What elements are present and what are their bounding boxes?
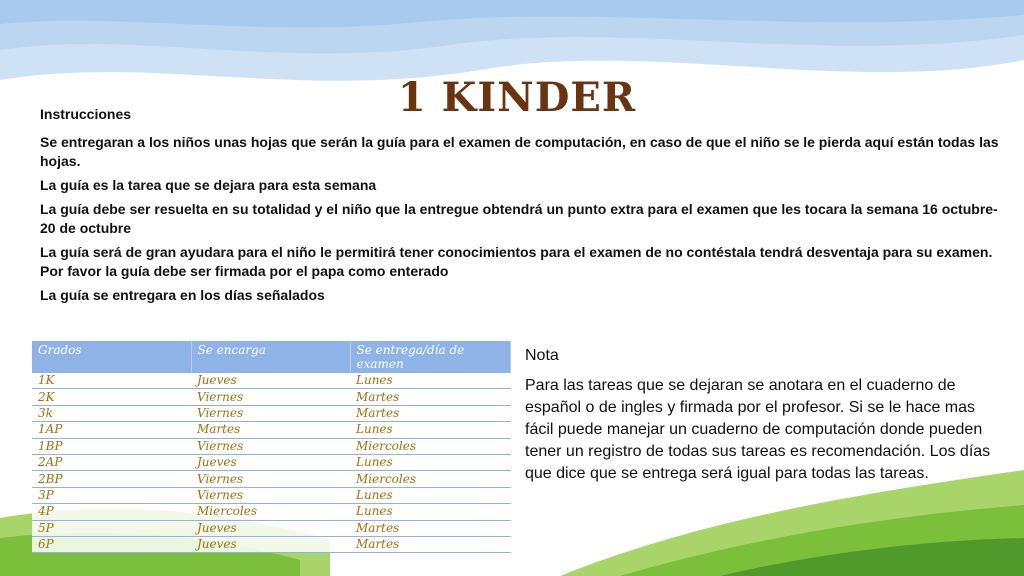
assign-day-cell: Jueves <box>191 454 350 470</box>
grade-cell: 4P <box>32 504 191 520</box>
assign-day-cell: Miercoles <box>191 504 350 520</box>
assign-day-cell: Viernes <box>191 487 350 503</box>
due-day-cell: Martes <box>350 389 511 405</box>
instruction-paragraph: Se entregaran a los niños unas hojas que serán la guía para el examen de computación, en caso de que el niño se le pierda aquí están todas las hojas. <box>40 134 999 169</box>
grade-cell: 2BP <box>32 471 191 487</box>
table-row <box>32 504 511 520</box>
note-block <box>525 345 1005 485</box>
table-row <box>32 520 511 536</box>
instructions-block <box>40 105 1000 310</box>
grade-cell: 1K <box>32 373 191 389</box>
note-title: Nota <box>525 347 559 364</box>
assign-day-cell: Viernes <box>191 389 350 405</box>
column-header-se-entrega: Se entrega/día de examen <box>350 341 511 373</box>
note-body: Para las tareas que se dejaran se anotara en el cuaderno de español o de ingles y firmada por el profesor. Si se le hace mas fácil puede manejar un cuaderno de computación donde pueden tener un registro de todas sus tareas es recomendación. Los días que dice que se entrega será igual para todas las tareas. <box>525 377 991 482</box>
due-day-cell: Lunes <box>350 454 511 470</box>
due-day-cell: Lunes <box>350 487 511 503</box>
assign-day-cell: Viernes <box>191 405 350 421</box>
schedule-table <box>32 341 511 553</box>
assign-day-cell: Jueves <box>191 520 350 536</box>
table-row <box>32 487 511 503</box>
table-row <box>32 438 511 454</box>
table-row <box>32 471 511 487</box>
table-row <box>32 422 511 438</box>
due-day-cell: Martes <box>350 405 511 421</box>
column-header-grados: Grados <box>32 341 191 373</box>
grade-cell: 2AP <box>32 454 191 470</box>
grade-cell: 1AP <box>32 422 191 438</box>
due-day-cell: Miercoles <box>350 471 511 487</box>
column-header-se-encarga: Se encarga <box>191 341 350 373</box>
due-day-cell: Miercoles <box>350 438 511 454</box>
due-day-cell: Lunes <box>350 373 511 389</box>
due-day-cell: Lunes <box>350 504 511 520</box>
grade-cell: 6P <box>32 536 191 552</box>
slide-title: 1 KINDER <box>397 74 637 121</box>
table-header-row <box>32 341 511 373</box>
table-row <box>32 536 511 552</box>
assign-day-cell: Viernes <box>191 471 350 487</box>
table-row <box>32 405 511 421</box>
grade-cell: 3P <box>32 487 191 503</box>
instruction-paragraph: La guía es la tarea que se dejara para esta semana <box>40 177 377 193</box>
due-day-cell: Martes <box>350 520 511 536</box>
table-row <box>32 454 511 470</box>
instruction-paragraph: La guía se entregara en los días señalados <box>40 287 325 303</box>
table-row <box>32 389 511 405</box>
assign-day-cell: Jueves <box>191 373 350 389</box>
due-day-cell: Lunes <box>350 422 511 438</box>
instruction-paragraph: La guía será de gran ayudara para el niño le permitirá tener conocimientos para el examen de no contéstala tendrá desventaja para su examen. Por favor la guía debe ser firmada por el papa como enterado <box>40 244 993 279</box>
instructions-heading: Instrucciones <box>40 106 132 122</box>
assign-day-cell: Jueves <box>191 536 350 552</box>
grade-cell: 3k <box>32 405 191 421</box>
grade-cell: 1BP <box>32 438 191 454</box>
due-day-cell: Martes <box>350 536 511 552</box>
table-row <box>32 373 511 389</box>
instruction-paragraph: La guía debe ser resuelta en su totalidad y el niño que la entregue obtendrá un punto extra para el examen que les tocara la semana 16 octubre-20 de octubre <box>40 201 998 236</box>
grade-cell: 2K <box>32 389 191 405</box>
assign-day-cell: Martes <box>191 422 350 438</box>
grade-cell: 5P <box>32 520 191 536</box>
assign-day-cell: Viernes <box>191 438 350 454</box>
